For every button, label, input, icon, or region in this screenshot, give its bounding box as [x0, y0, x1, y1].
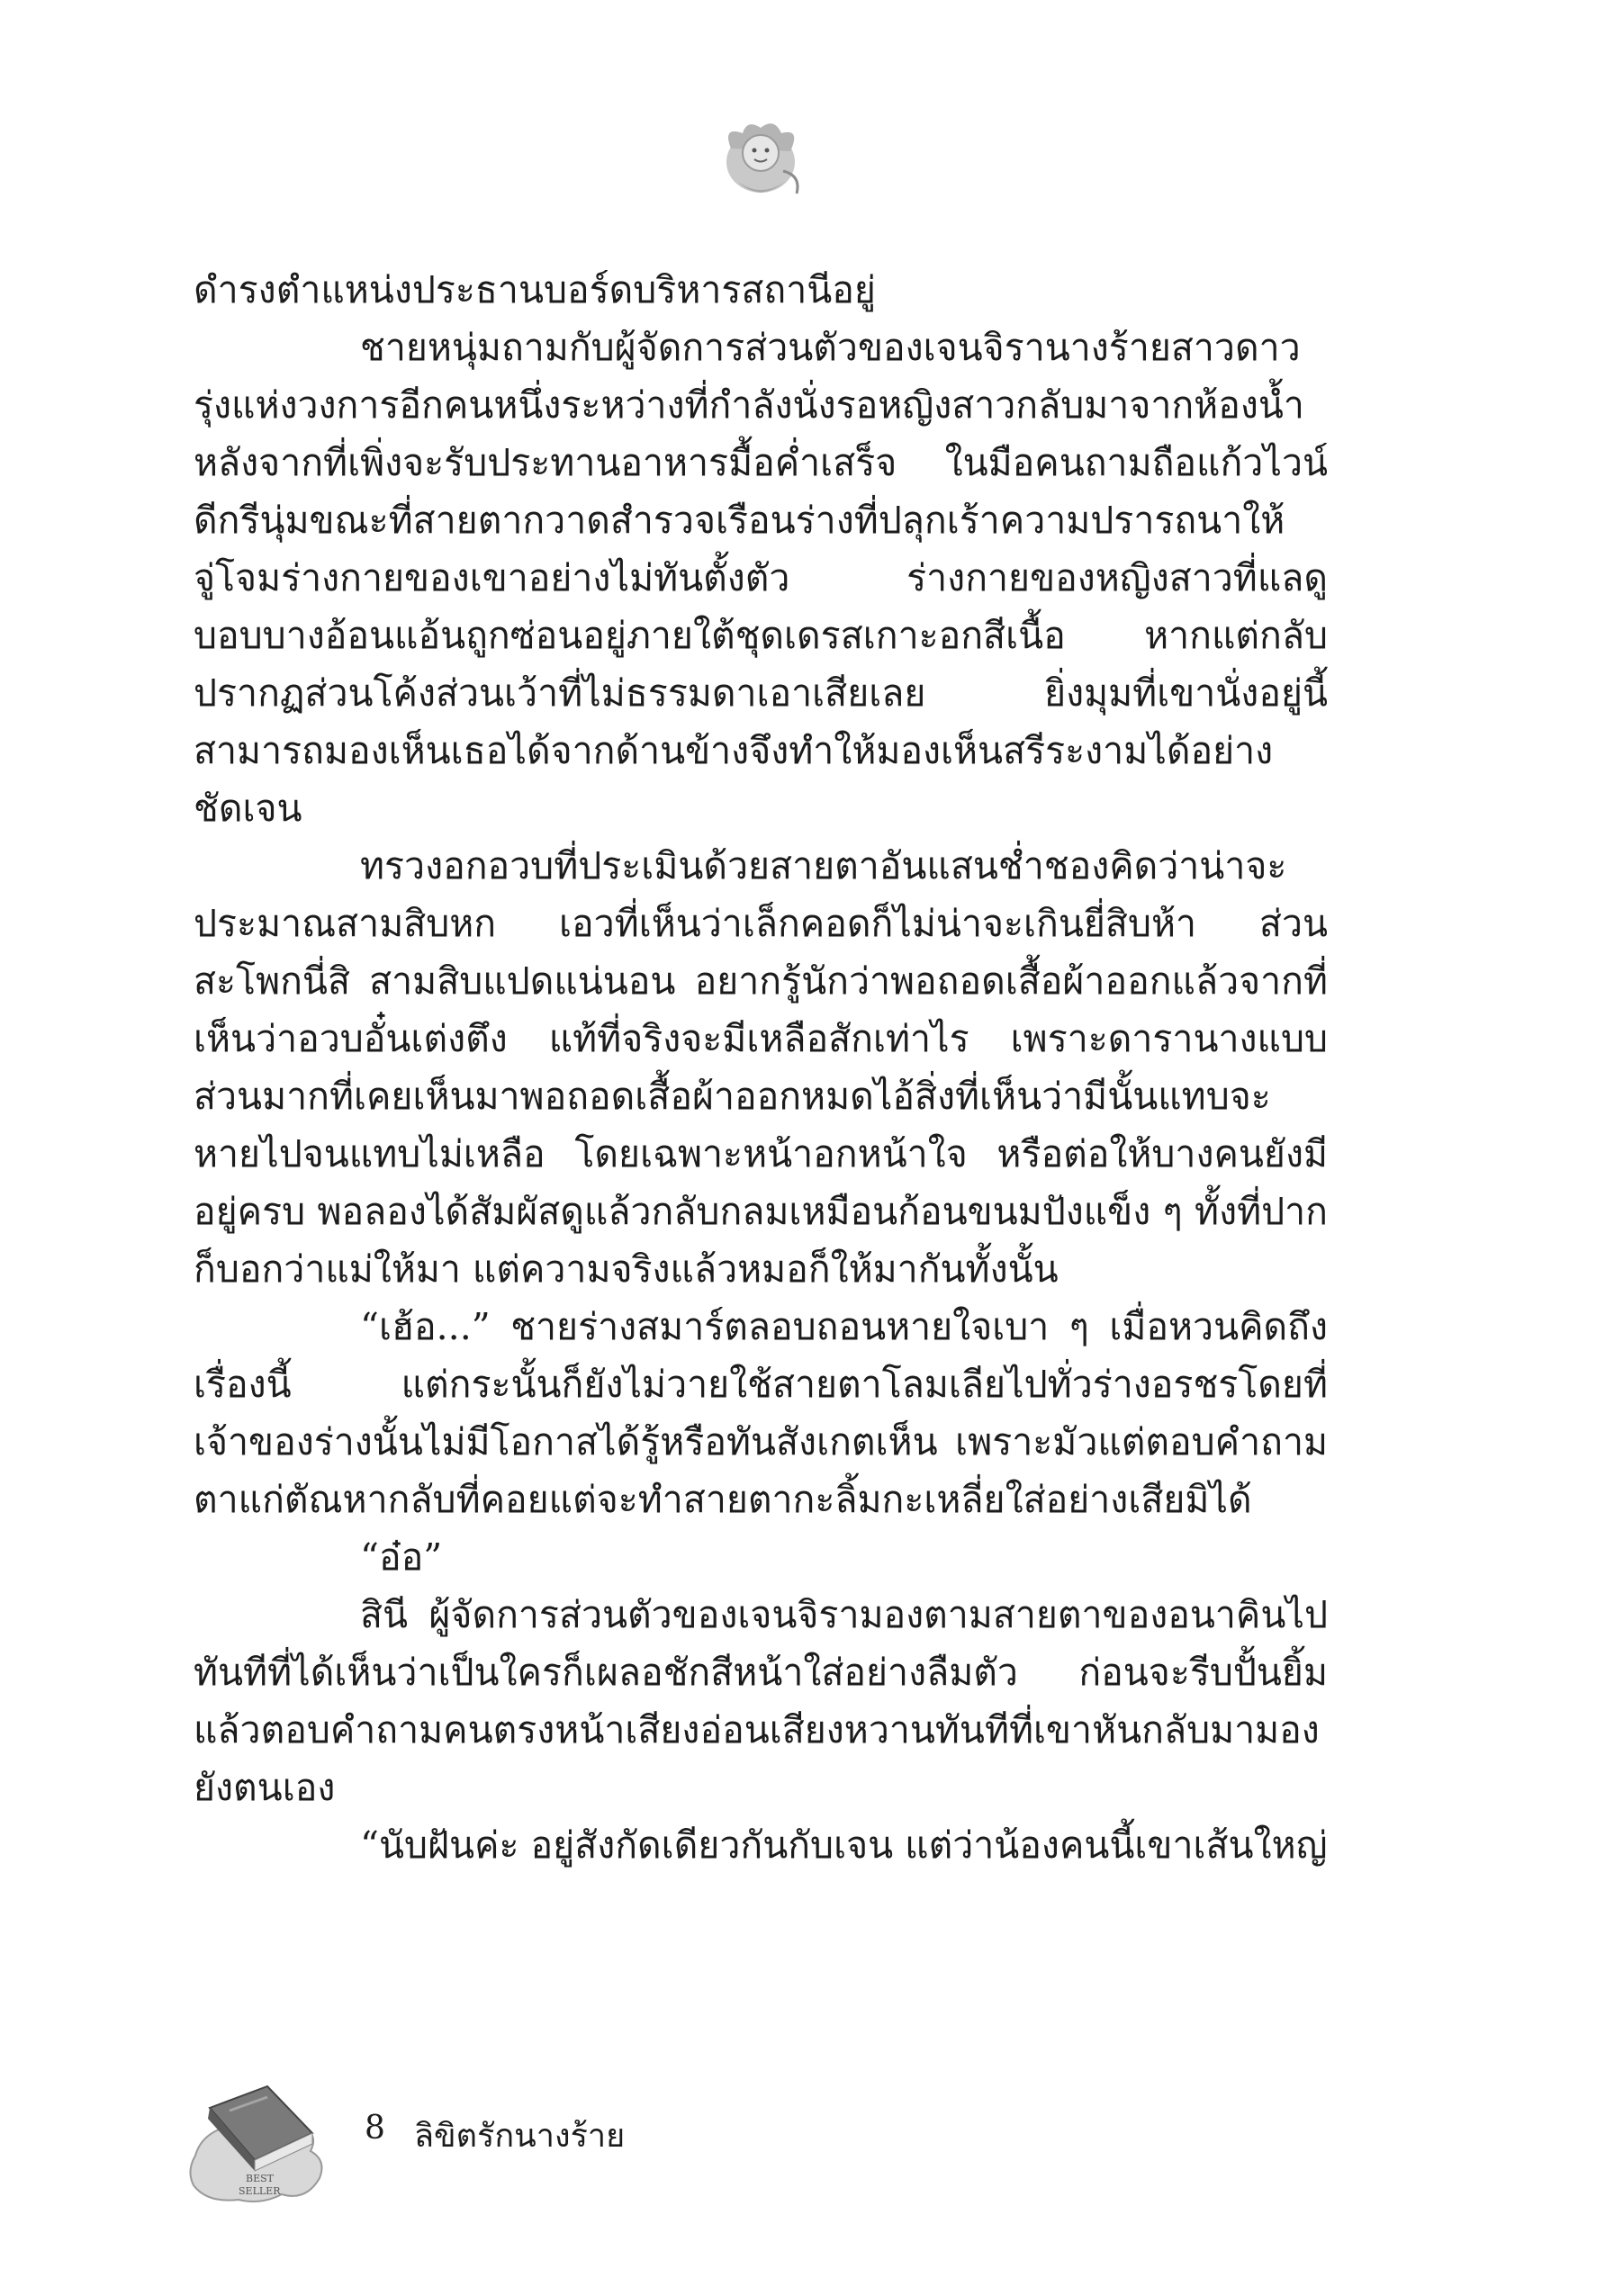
- book-title: ลิขิตรักนางร้าย: [414, 2118, 626, 2155]
- paragraph: “นับฝันค่ะ อยู่สังกัดเดียวกันกับเจน แต่ว่าน้องคนนี้เขาเส้นใหญ่: [360, 1823, 1328, 1867]
- paragraph: “เฮ้อ...” ชายร่างสมาร์ตลอบถอนหายใจเบา ๆ เมื่อหวนคิดถึงเรื่องนี้ แต่กระนั้นก็ยังไม่วายใช้สายตาโลมเลียไปทั่วร่างอรชรโดยที่เจ้าของร่างนั้นไม่มีโอกาสได้รู้หรือทันสังเกตเห็น เพราะมัวแต่ตอบคำถามตาแก่ตัณหากลับที่คอยแต่จะทำสายตากะลิ้มกะเหลี่ยใส่อย่างเสียมิได้: [194, 1305, 1328, 1521]
- page-footer: [185, 2070, 725, 2214]
- logo-text-best: BEST: [246, 2173, 274, 2184]
- paragraph: ดำรงตำแหน่งประธานบอร์ดบริหารสถานีอยู่: [194, 268, 876, 311]
- paragraph: ชายหนุ่มถามกับผู้จัดการส่วนตัวของเจนจิรานางร้ายสาวดาวรุ่งแห่งวงการอีกคนหนึ่งระหว่างที่กำลังนั่งรอหญิงสาวกลับมาจากห้องน้ำหลังจากที่เพิ่งจะรับประทานอาหารมื้อค่ำเสร็จ ในมือคนถามถือแก้วไวน์ดีกรีนุ่มขณะที่สายตากวาดสำรวจเรือนร่างที่ปลุกเร้าความปรารถนาให้จู่โจมร่างกายของเขาอย่างไม่ทันตั้งตัว ร่างกายของหญิงสาวที่แลดูบอบบางอ้อนแอ้นถูกซ่อนอยู่ภายใต้ชุดเดรสเกาะอกสีเนื้อ หากแต่กลับปรากฏส่วนโค้งส่วนเว้าที่ไม่ธรรมดาเอาเสียเลย ยิ่งมุมที่เขานั่งอยู่นี้สามารถมองเห็นเธอได้จากด้านข้างจึงทำให้มองเห็นสรีระงามได้อย่างชัดเจน: [194, 326, 1328, 830]
- paragraph: สินี ผู้จัดการส่วนตัวของเจนจิรามองตามสายตาของอนาคินไปทันทีที่ได้เห็นว่าเป็นใครก็เผลอชักสีหน้าใส่อย่างลืมตัว ก่อนจะรีบปั้นยิ้มแล้วตอบคำถามคนตรงหน้าเสียงอ่อนเสียงหวานทันทีที่เขาหันกลับมามองยังตนเอง: [194, 1593, 1328, 1809]
- logo-text-seller: SELLER: [239, 2185, 281, 2197]
- body-text: [194, 261, 1328, 1874]
- paragraph: “อ๋อ”: [360, 1535, 443, 1579]
- page-number: 8: [365, 2110, 385, 2147]
- cherub-ornament-icon: [711, 108, 810, 207]
- best-seller-book-icon: [185, 2070, 329, 2205]
- paragraph: ทรวงอกอวบที่ประเมินด้วยสายตาอันแสนช่ำชองคิดว่าน่าจะประมาณสามสิบหก เอวที่เห็นว่าเล็กคอดก็ไม่น่าจะเกินยี่สิบห้า ส่วนสะโพกนี่สิ สามสิบแปดแน่นอน อยากรู้นักว่าพอถอดเสื้อผ้าออกแล้วจากที่เห็นว่าอวบอั๋นเต่งตึง แท้ที่จริงจะมีเหลือสักเท่าไร เพราะดารานางแบบส่วนมากที่เคยเห็นมาพอถอดเสื้อผ้าออกหมดไอ้สิ่งที่เห็นว่ามีนั้นแทบจะหายไปจนแทบไม่เหลือ โดยเฉพาะหน้าอกหน้าใจ หรือต่อให้บางคนยังมีอยู่ครบ พอลองได้สัมผัสดูแล้วกลับกลมเหมือนก้อนขนมปังแข็ง ๆ ทั้งที่ปากก็บอกว่าแม่ให้มา แต่ความจริงแล้วหมอก็ให้มากันทั้งนั้น: [194, 844, 1328, 1291]
